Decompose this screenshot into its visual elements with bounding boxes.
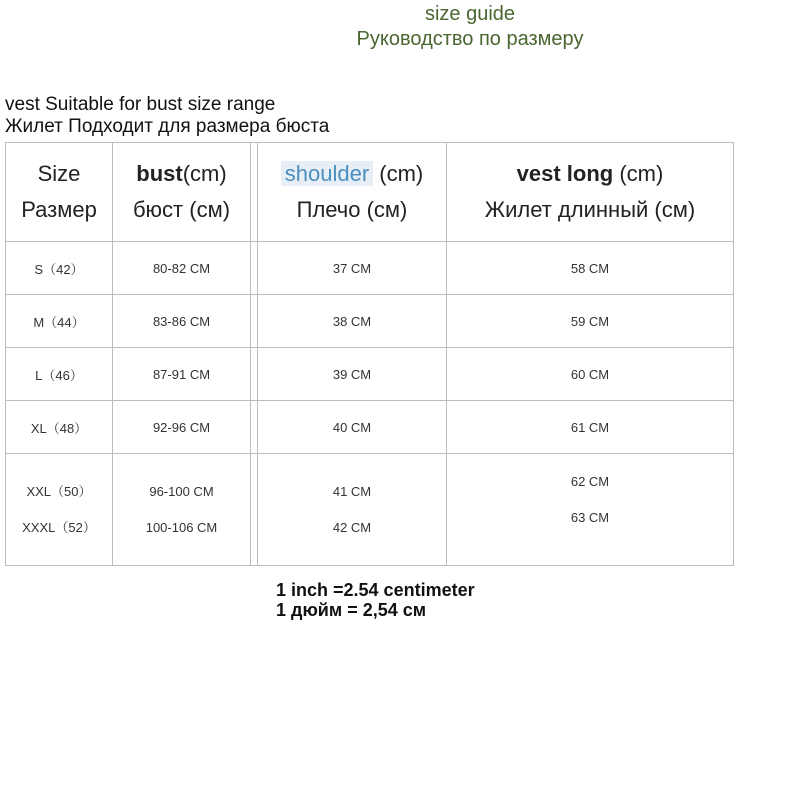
size-cell: L（46）	[6, 348, 113, 401]
title-russian: Руководство по размеру	[356, 28, 584, 50]
header-bust: bust(cm) бюст (см)	[113, 143, 251, 242]
bust-cell: 96-100 CM 100-106 CM	[113, 454, 251, 566]
intro-english: vest Suitable for bust size range	[5, 94, 276, 115]
table-row	[6, 348, 734, 401]
bust-cell: 87-91 CM	[113, 348, 251, 401]
title-english: size guide	[424, 3, 516, 25]
vest-long-cell: 59 CM	[447, 295, 734, 348]
conversion-english: 1 inch =2.54 centimeter	[276, 580, 475, 600]
spacer-cell	[251, 454, 258, 566]
shoulder-cell: 38 CM	[258, 295, 447, 348]
spacer-cell	[251, 143, 258, 242]
bust-cell: 83-86 CM	[113, 295, 251, 348]
shoulder-cell: 39 CM	[258, 348, 447, 401]
spacer-cell	[251, 295, 258, 348]
intro-russian: Жилет Подходит для размера бюста	[5, 116, 330, 137]
header-shoulder: shoulder (cm) Плечо (см)	[258, 143, 447, 242]
conversion-note	[276, 580, 475, 620]
table-row	[6, 295, 734, 348]
size-cell: XXL（50） XXXL（52）	[6, 454, 113, 566]
vest-long-cell: 62 CM 63 CM	[447, 454, 734, 566]
shoulder-cell: 40 CM	[258, 401, 447, 454]
table-row	[6, 401, 734, 454]
spacer-cell	[251, 242, 258, 295]
vest-long-cell: 60 CM	[447, 348, 734, 401]
size-guide-title	[300, 2, 640, 52]
bust-cell: 92-96 CM	[113, 401, 251, 454]
table-header-row	[6, 143, 734, 242]
spacer-cell	[251, 401, 258, 454]
shoulder-cell: 41 CM 42 CM	[258, 454, 447, 566]
shoulder-cell: 37 CM	[258, 242, 447, 295]
table-row	[6, 454, 734, 566]
conversion-russian: 1 дюйм = 2,54 см	[276, 600, 427, 620]
spacer-cell	[251, 348, 258, 401]
header-size: Size Размер	[6, 143, 113, 242]
size-cell: XL（48）	[6, 401, 113, 454]
intro-text	[5, 94, 329, 138]
bust-cell: 80-82 CM	[113, 242, 251, 295]
table-row	[6, 242, 734, 295]
header-vest-long: vest long (cm) Жилет длинный (см)	[447, 143, 734, 242]
vest-long-cell: 58 CM	[447, 242, 734, 295]
vest-long-cell: 61 CM	[447, 401, 734, 454]
size-cell: S（42）	[6, 242, 113, 295]
size-table	[5, 142, 734, 566]
size-cell: M（44）	[6, 295, 113, 348]
